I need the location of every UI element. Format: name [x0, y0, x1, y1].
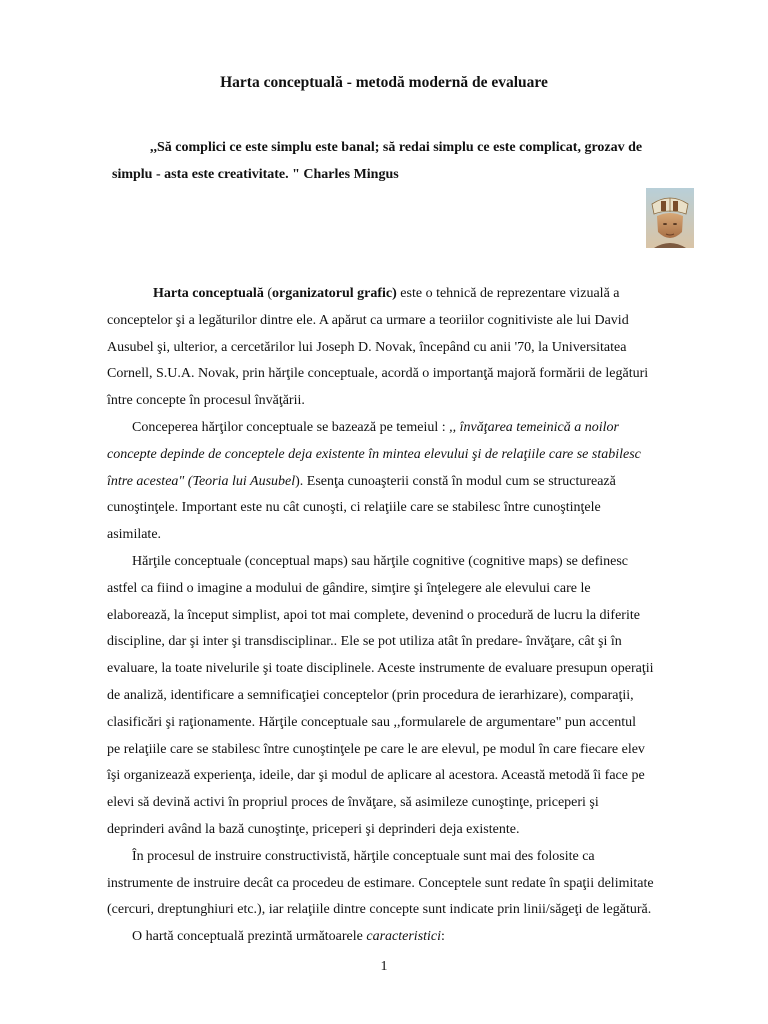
head-with-open-book-illustration — [646, 188, 694, 248]
paragraph-definition: Harta conceptuală (organizatorul grafic) este o tehnică de reprezentare vizuală a conceptelor şi a legăturilor dintre ele. A apărut ca urmare a teoriilor cognitiviste ale lui David Ausubel şi, ulterior, a cercetărilor lui Joseph D. Novak, începând cu anii '70, la Universitatea Cornell, S.U.A. Novak, prin hărţile conceptuale, acordă o importanţă majoră formării de legături între concepte în procesul învăţării. — [107, 286, 649, 409]
epigraph-quote — [112, 134, 702, 188]
paragraph-cognitive-maps: Hărţile conceptuale (conceptual maps) sau hărţile cognitive (cognitive maps) se definesc astfel ca fiind o imagine a modului de gândire, simţire şi înţelegere ale elevului care le elaborează, la început simplist, apoi tot mai complete, devenind o procedură de lucru la diferite discipline, dar şi inter şi transdisciplinar.. Ele se pot utiliza atât în predare- învăţare, cât şi în evaluare, la toate nivelurile şi toate disciplinele. Aceste instrumente de evaluare presupun operaţii de analiză, identificare a semnificaţiei conceptelor (prin procedura de ierarhizare), comparaţii, clasificări şi raţionamente. Hărţile conceptuale sau ,,formularele de argumentare" pun accentul pe relaţiile care se stabilesc între cunoştinţele pe care le are elevul, pe modul în care fiecare elev îşi organizează experienţa, ideile, dar şi modul de aplicare al acestora. Această metodă îi face pe elevi să devină activi în propriul proces de învăţare, să asimileze cunoştinţe, priceperi şi deprinderi având la bază cunoştinţe, priceperi şi deprinderi deja existente. — [107, 553, 654, 837]
quote-line-1: ,,Să complici ce este simplu este banal; să redai simplu ce este complicat, grozav de — [150, 140, 643, 155]
document-title: Harta conceptuală - metodă modernă de evaluare — [220, 74, 548, 91]
paragraph-characteristics-intro: O hartă conceptuală prezintă următoarele caracteristici: — [132, 929, 445, 945]
paragraph-constructivist-instruction: În procesul de instruire constructivistă, hărţile conceptuale sunt mai des folosite ca instrumente de instruire decât ca procedeu de estimare. Conceptele sunt redate în spaţii delimitate (cercuri, dreptunghiuri etc.), iar relaţiile dintre concepte sunt indicate prin linii/săgeţi de legătură. — [107, 848, 654, 918]
page-number: 1 — [380, 959, 388, 974]
document-body — [107, 281, 699, 951]
term-graphic-organizer: organizatorul grafic) — [272, 286, 397, 301]
quote-line-2: simplu - asta este creativitate. " Charles Mingus — [112, 167, 399, 182]
term-concept-map: Harta conceptuală — [153, 286, 264, 301]
paragraph-ausubel-theory: Conceperea hărţilor conceptuale se bazează pe temeiul : ,, învăţarea temeinică a noilor concepte depinde de conceptele deja existente în mintea elevului şi de relaţiile care se stabilesc între acestea" (Teoria lui Ausubel). Esenţa cunoaşterii constă în modul cum se structurează cunoştinţele. Important este nu cât cunoşti, ci relaţiile care se stabilesc între cunoştinţele asimilate. — [107, 419, 641, 543]
